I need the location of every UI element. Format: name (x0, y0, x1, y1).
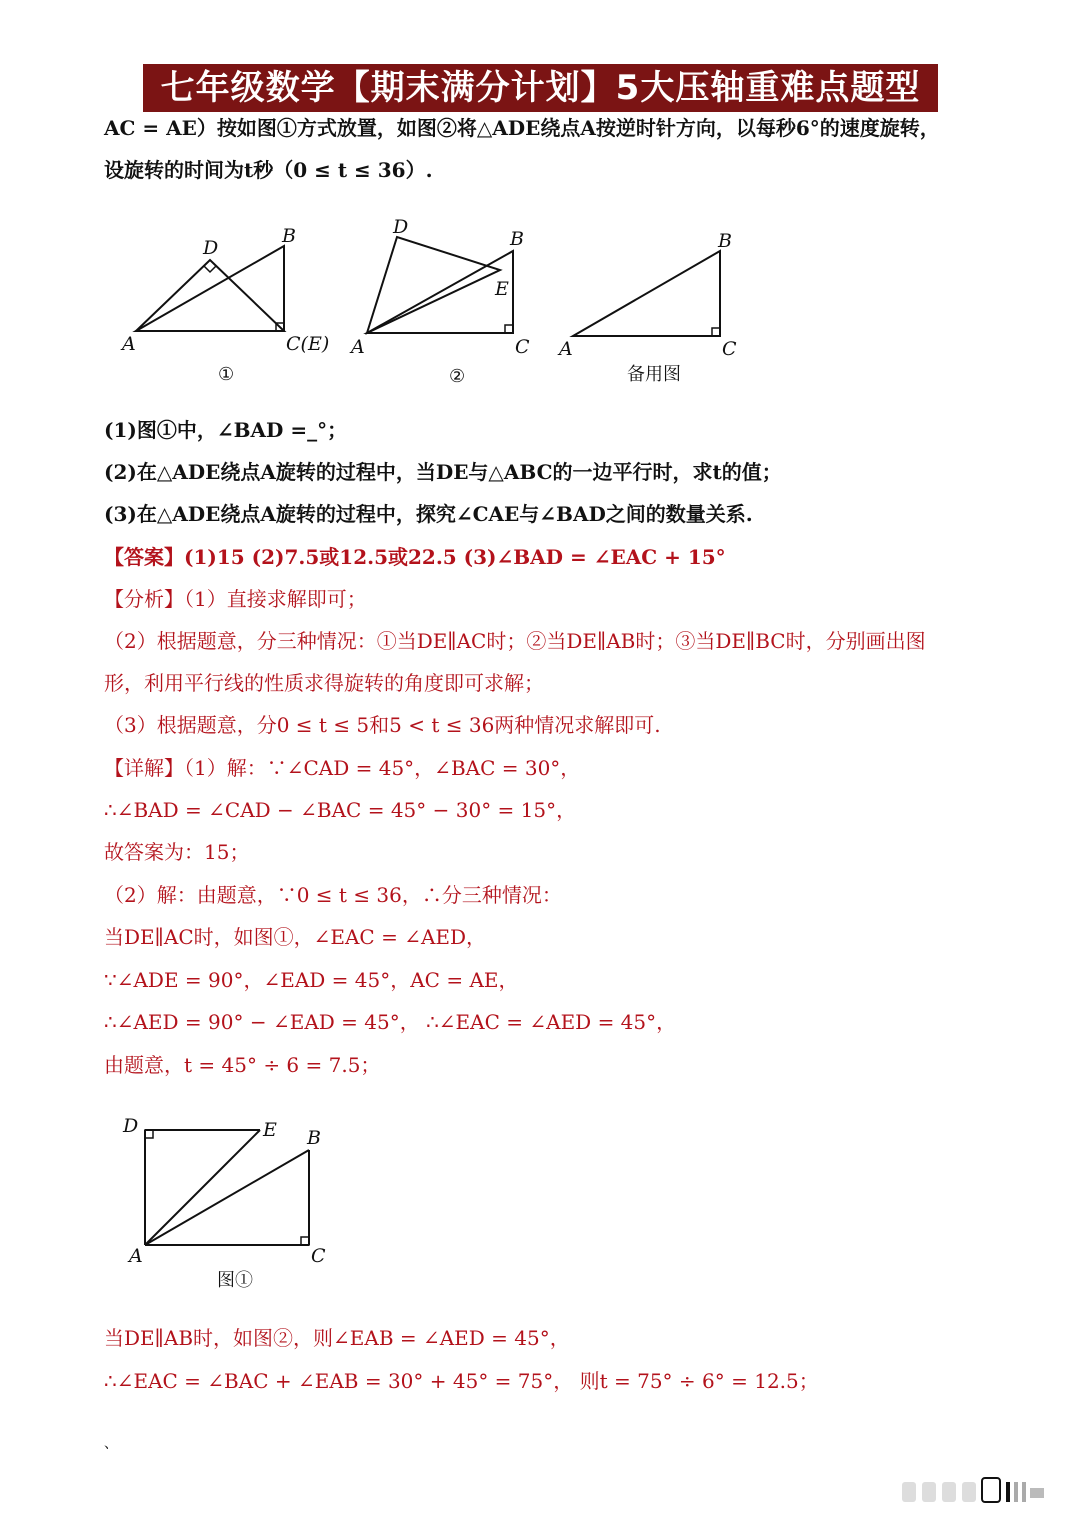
analysis-line-4: （3）根据题意，分0 ≤ t ≤ 5和5 < t ≤ 36两种情况求解即可. (104, 713, 661, 737)
label-e: E (263, 1119, 277, 1141)
detail-line-5: 当DE∥AC时，如图①，∠EAC = ∠AED， (104, 925, 487, 949)
triangle-ade (136, 260, 284, 331)
label-d: D (123, 1115, 139, 1137)
figure-spare (555, 225, 755, 395)
figure-2-caption: ② (449, 366, 466, 387)
detail-line-7: ∴∠AED = 90° − ∠EAD = 45°， ∴∠EAC = ∠AED = 45°， (104, 1010, 677, 1034)
question-3: (3)在△ADE绕点A旋转的过程中，探究∠CAE与∠BAD之间的数量关系. (104, 502, 753, 526)
intro-line-1: AC = AE）按如图①方式放置，如图②将△ADE绕点A按逆时针方向，以每秒6°的速度旋转， (104, 116, 940, 140)
label-c: C (722, 338, 737, 360)
detail-line-3: 故答案为：15； (104, 840, 250, 864)
right-angle-d (145, 1130, 153, 1138)
label-d: D (393, 216, 409, 238)
analysis-line-2: （2）根据题意，分三种情况：①当DE∥AC时；②当DE∥AB时；③当DE∥BC时，分别画出图 (104, 629, 926, 653)
right-angle-d (204, 260, 216, 272)
detail-line-6: ∵∠ADE = 90°，∠EAD = 45°，AC = AE， (104, 968, 519, 992)
detail-line-1: 【详解】（1）解：∵∠CAD = 45°，∠BAC = 30°， (104, 756, 581, 780)
label-c: C (311, 1245, 326, 1267)
right-angle-c (301, 1237, 309, 1245)
label-ce: C(E) (286, 333, 330, 355)
figure-solution-1 (115, 1110, 355, 1295)
question-2: (2)在△ADE绕点A旋转的过程中，当DE与△ABC的一边平行时，求t的值； (104, 460, 782, 484)
analysis-line-3: 形，利用平行线的性质求得旋转的角度即可求解； (104, 671, 544, 695)
label-a: A (122, 333, 136, 355)
page-title: 七年级数学【期末满分计划】5大压轴重难点题型 (143, 64, 938, 112)
figure-solution-caption: 图① (217, 1270, 253, 1291)
figure-spare-caption: 备用图 (627, 364, 681, 385)
watermark-bars (902, 1476, 1052, 1506)
label-c: C (515, 336, 530, 358)
answer-line: 【答案】(1)15 (2)7.5或12.5或22.5 (3)∠BAD = ∠EAC + 15° (104, 545, 726, 569)
triangle-ade (367, 237, 500, 333)
label-b: B (307, 1127, 321, 1149)
label-d: D (203, 237, 219, 259)
label-a: A (129, 1245, 143, 1267)
question-1: (1)图①中，∠BAD =_°； (104, 418, 348, 442)
label-b: B (510, 228, 524, 250)
figure-1 (110, 220, 350, 395)
detail-line-8: 由题意，t = 45° ÷ 6 = 7.5； (104, 1053, 381, 1077)
triangle-abc (573, 251, 720, 336)
right-angle-c (712, 328, 720, 336)
label-b: B (282, 225, 296, 247)
label-b: B (718, 230, 732, 252)
analysis-line-1: 【分析】（1）直接求解即可； (104, 587, 367, 611)
detail-line-4: （2）解：由题意，∵0 ≤ t ≤ 36，∴分三种情况： (104, 883, 562, 907)
label-a: A (559, 338, 573, 360)
figure-2 (345, 215, 545, 390)
intro-line-2: 设旋转的时间为t秒（0 ≤ t ≤ 36）. (104, 158, 433, 182)
right-angle-c (505, 325, 513, 333)
label-a: A (351, 336, 365, 358)
detail-line-2: ∴∠BAD = ∠CAD − ∠BAC = 45° − 30° = 15°， (104, 798, 577, 822)
label-e: E (495, 278, 509, 300)
detail2-line-2: ∴∠EAC = ∠BAC + ∠EAB = 30° + 45° = 75°， 则t = 75° ÷ 6° = 12.5； (104, 1369, 819, 1393)
detail2-line-1: 当DE∥AB时，如图②，则∠EAB = ∠AED = 45°， (104, 1326, 570, 1350)
figure-1-caption: ① (218, 364, 235, 385)
footer-mark: 、 (104, 1436, 118, 1452)
